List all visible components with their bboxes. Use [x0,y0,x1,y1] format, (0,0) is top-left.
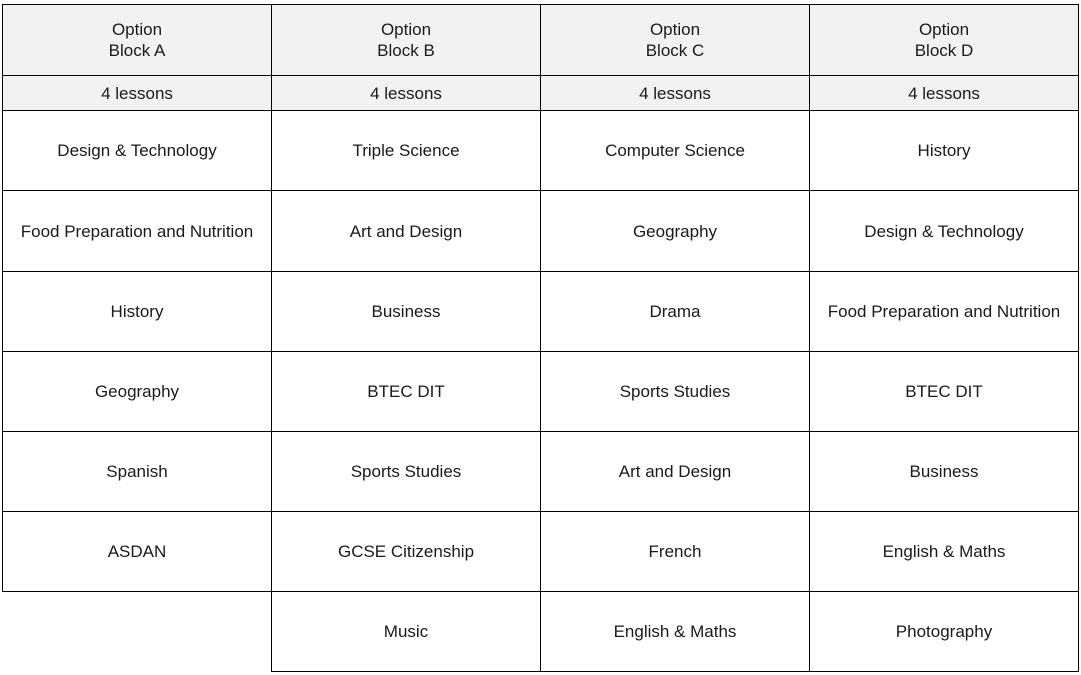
subject-cell [2,271,272,352]
lessons-count: 4 lessons [908,83,980,103]
subject-name: Business [909,462,979,481]
header-line-2: Block D [914,41,974,60]
subject-cell [809,351,1079,432]
lessons-cell [809,75,1079,111]
subject-cell [540,591,810,672]
subject-cell [540,190,810,272]
subject-cell [540,110,810,191]
subject-name: ASDAN [107,542,167,561]
subject-name: Design & Technology [864,221,1024,241]
lessons-count: 4 lessons [639,83,711,103]
lessons-cell [2,75,272,111]
subject-name: Geography [94,382,180,401]
subject-name: Sports Studies [350,462,462,481]
subject-name: BTEC DIT [367,382,445,401]
subject-cell [271,511,541,592]
subject-name: History [917,141,971,160]
header-line-1: Option [918,20,970,39]
subject-name: Computer Science [605,141,745,160]
column-header-label [915,19,974,61]
subject-name: Sports Studies [619,382,731,401]
lessons-count: 4 lessons [101,83,173,103]
subject-name: English & Maths [882,542,1006,561]
subject-cell [271,190,541,272]
subject-cell [809,511,1079,592]
subject-cell [540,351,810,432]
subject-name: English & Maths [613,622,737,641]
subject-name: History [110,302,164,321]
column-header-label [646,19,705,61]
subject-name: Music [383,622,429,641]
subject-cell [271,431,541,512]
subject-cell [540,511,810,592]
header-line-2: Block B [377,41,435,60]
header-line-1: Option [649,20,701,39]
subject-cell [2,511,272,592]
subject-cell [540,271,810,352]
subject-cell [271,271,541,352]
subject-name: Photography [895,622,993,641]
column-header [2,4,272,76]
subject-name: Art and Design [618,462,732,481]
header-line-2: Block C [645,41,705,60]
lessons-count: 4 lessons [370,83,442,103]
column-header [809,4,1079,76]
header-line-1: Option [380,20,432,39]
column-header [540,4,810,76]
subject-cell [809,431,1079,512]
header-line-2: Block A [108,41,166,60]
column-header-label [109,19,166,61]
subject-cell [2,351,272,432]
subject-cell [2,190,272,272]
subject-name: BTEC DIT [905,382,983,401]
subject-cell [271,351,541,432]
subject-cell [809,190,1079,272]
subject-cell [809,271,1079,352]
subject-cell [2,110,272,191]
subject-name: French [648,542,702,561]
subject-cell [540,431,810,512]
subject-name: Business [371,302,441,321]
subject-cell [809,110,1079,191]
subject-name: Drama [649,302,701,321]
subject-name: Geography [632,221,718,241]
subject-name: Food Preparation and Nutrition [827,302,1061,321]
subject-cell [2,431,272,512]
lessons-cell [540,75,810,111]
subject-name: GCSE Citizenship [337,542,475,561]
lessons-cell [271,75,541,111]
subject-name: Food Preparation and Nutrition [20,221,254,241]
subject-name: Triple Science [352,141,460,160]
subject-name: Spanish [106,462,168,481]
column-header [271,4,541,76]
subject-cell [809,591,1079,672]
subject-cell [271,110,541,191]
header-line-1: Option [111,20,163,39]
subject-name: Design & Technology [57,141,217,160]
subject-cell [271,591,541,672]
column-header-label [377,19,435,61]
subject-name: Art and Design [349,221,463,241]
